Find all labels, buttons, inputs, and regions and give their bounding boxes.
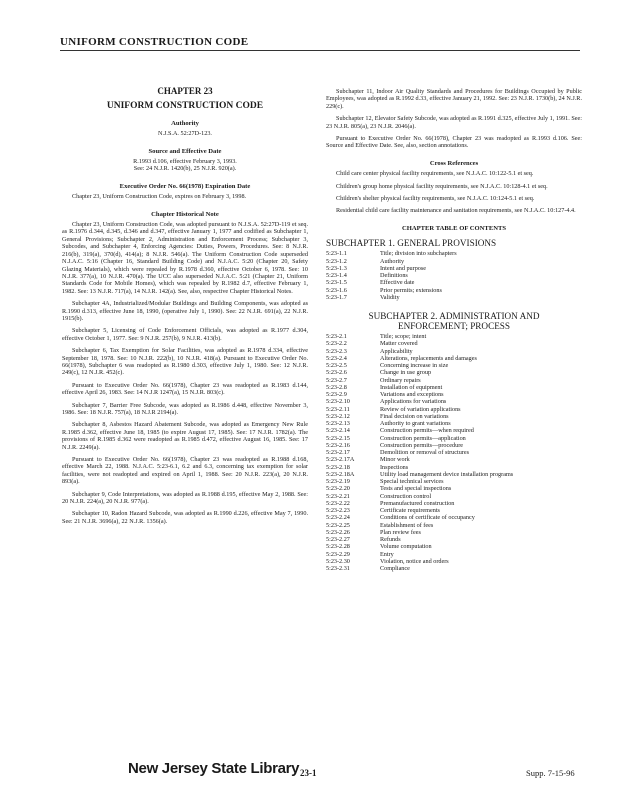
toc-section-number: 5:23-2.21 xyxy=(326,492,350,500)
toc-section-number: 5:23-2.17 xyxy=(326,449,350,457)
subchapter-2-heading xyxy=(326,311,582,331)
toc-section-title: Construction permits—when required xyxy=(380,427,474,435)
library-stamp: New Jersey State Library xyxy=(128,760,300,777)
paragraph: Subchapter 9, Code Interpretations, was adopted as R.1988 d.195, effective May 2, 1988. See: 20 N.J.R. 224(a), 20 N.J.R. 977(a). xyxy=(62,490,308,506)
paragraph: Residential child care facility maintenance and sanitation requirements, see N.J.A.C. 10:127-4.4. xyxy=(336,207,576,215)
toc-section-title: Establishment of fees xyxy=(380,521,434,529)
paragraph: Subchapter 10, Radon Hazard Subcode, was adopted as R.1990 d.226, effective May 7, 1990. See: 21 N.J.R. 3696(a), 22 N.J.R. 1356(a). xyxy=(62,510,308,525)
toc-section-title: Title; division into subchapters xyxy=(380,250,457,258)
toc-section-number: 5:23-2.26 xyxy=(326,528,350,536)
toc-section-number: 5:23-2.24 xyxy=(326,514,350,522)
toc-section-number: 5:23-2.14 xyxy=(326,427,350,435)
toc-section-title: Refunds xyxy=(380,536,401,544)
source-text: R.1993 d.106, effective February 3, 1993. xyxy=(133,158,237,166)
toc-section-title: Certificate requirements xyxy=(380,507,440,515)
toc-section-number: 5:23-2.8 xyxy=(326,383,347,391)
cross-ref-heading: Cross References xyxy=(429,159,479,167)
subchapter-1-heading: SUBCHAPTER 1. GENERAL PROVISIONS xyxy=(326,238,497,249)
toc-section-title: Demolition or removal of structures xyxy=(380,449,470,457)
paragraph: Children's shelter physical facility requirements, see N.J.A.C. 10:124-5.1 et seq. xyxy=(336,195,535,203)
subchapter-2-heading-line2: ENFORCEMENT; PROCESS xyxy=(397,321,511,332)
toc-section-title: Matter covered xyxy=(380,340,418,348)
toc-section-title: Prior permits; extensions xyxy=(380,286,442,294)
toc-section-number: 5:23-2.28 xyxy=(326,543,350,551)
toc-section-title: Installation of equipment xyxy=(380,383,443,391)
toc-section-title: Review of variation applications xyxy=(380,405,461,413)
toc-section-number: 5:23-2.4 xyxy=(326,354,347,362)
toc-section-number: 5:23-2.10 xyxy=(326,398,350,406)
historical-notes xyxy=(62,221,308,525)
toc-section-title: Conditions of certificate of occupancy xyxy=(380,514,475,522)
paragraph: Subchapter 5, Licensing of Code Enforcement Officials, was adopted as R.1977 d.304, effective October 1, 1977. See: 9 N.J.R. 257(b), 9 N.J.R. 413(b). xyxy=(62,327,308,342)
toc-section-title: Entry xyxy=(380,550,394,558)
toc-section-number: 5:23-1.1 xyxy=(326,250,347,258)
toc-section-title: Ordinary repairs xyxy=(380,376,421,384)
paragraph: Chapter 23, Uniform Construction Code, was adopted pursuant to N.J.S.A. 52:27D-119 et seq. as R.1976 d.344, d.345, d.346 and d.347, effective January 1, 1977 and codified as Subchapter 1, General Provisions; Subchapter 2, Administration and Enforcement Process; Subchapter 3, Subcodes, and Subchapter 4, Enforcing Agencies: Duties, Powers, Procedures. See: 8 N.J.R. 216(b), 319(a), 370(d), 414(a); 8 N.J.R. 546(a). The Uniform Construction Code superseded N.J.A.C. 5:16 (Chapter 16, Standard Building Code) and N.J.A.C. 5:20 (Chapter 20, Safety Glazing Materials), which were repealed by R.1978 d.360, effective October 6, 1978. See: 10 N.J.R. 377(a), 10 N.J.R. 470(a). The UCC also superseded N.J.A.C. 5:21 (Chapter 21, Uniform Standards Code for Mobile Homes), which was repealed by R.1982 d.7, effective February 1, 1982. See: 13 N.J.R. 717(a), 14 N.J.R. 142(a). See, also, respective Chapter Historical Notes. xyxy=(62,221,308,295)
toc-section-title: Construction permits—application xyxy=(380,434,466,442)
toc-section-number: 5:23-2.15 xyxy=(326,434,350,442)
toc-section-title: Violation, notice and orders xyxy=(380,557,449,565)
toc-section-title: Title; scope; intent xyxy=(380,333,427,341)
supplement-date: Supp. 7-15-96 xyxy=(526,768,575,778)
toc-section-number: 5:23-1.2 xyxy=(326,257,347,265)
exec-heading: Executive Order No. 66(1978) Expiration Date xyxy=(119,182,251,190)
chapter-number: CHAPTER 23 xyxy=(157,86,213,96)
paragraph: Subchapter 6, Tax Exemption for Solar Facilities, was adopted as R.1978 d.334, effective September 18, 1978. See: 10 N.J.R. 222(b), 10 N.J.R. 418(a). Pursuant to Executive Order No. 66(1978), Subchapter 6 was readopted as R.1980 d.303, effective July 1, 1980. See: 12 N.J.R. 249(c), 12 N.J.R. 452(c). xyxy=(62,347,308,377)
toc-section-title: Final decision on variations xyxy=(380,412,449,420)
authority-text: N.J.S.A. 52:27D-123. xyxy=(158,130,212,138)
toc-section-number: 5:23-2.16 xyxy=(326,441,350,449)
left-column xyxy=(62,88,308,530)
toc-section-number: 5:23-2.11 xyxy=(326,405,350,413)
toc-section-number: 5:23-2.3 xyxy=(326,347,347,355)
toc-section-title: Alterations, replacements and damages xyxy=(380,354,477,362)
paragraph: Children's group home physical facility requirements, see N.J.A.C. 10:128-4.1 et seq. xyxy=(336,182,548,190)
toc-section-number: 5:23-2.1 xyxy=(326,333,347,341)
toc-subchapter-1 xyxy=(326,250,582,301)
toc-section-number: 5:23-2.20 xyxy=(326,485,350,493)
toc-section-title: Premanufactured construction xyxy=(380,499,455,507)
toc-section-number: 5:23-1.6 xyxy=(326,286,347,294)
subchapter-2-heading-line1: SUBCHAPTER 2. ADMINISTRATION AND xyxy=(368,311,540,322)
toc-section-title: Utility load management device installation programs xyxy=(380,470,514,478)
toc-section-number: 5:23-2.29 xyxy=(326,550,350,558)
toc-section-title: Applicability xyxy=(380,347,413,355)
toc-section-title: Definitions xyxy=(380,272,408,280)
toc-section-title: Intent and purpose xyxy=(380,264,427,272)
paragraph: Subchapter 7, Barrier Free Subcode, was adopted as R.1986 d.448, effective November 3, 1986. See: 18 N.J.R. 757(a), 18 N.J.R 2194(a). xyxy=(62,401,308,416)
toc-section-number: 5:23-2.5 xyxy=(326,362,347,370)
right-column xyxy=(326,88,582,572)
toc-section-title: Tests and special inspections xyxy=(380,485,452,493)
toc-section-number: 5:23-2.22 xyxy=(326,499,350,507)
exec-text: Chapter 23, Uniform Construction Code, expires on February 3, 1998. xyxy=(72,193,247,201)
page-number: 23-1 xyxy=(300,768,317,778)
toc-section-title: Construction permits—procedure xyxy=(380,441,463,449)
toc-section-number: 5:23-1.3 xyxy=(326,264,347,272)
paragraph: Subchapter 8, Asbestos Hazard Abatement Subcode, was adopted as Emergency New Rule R.1985 d.362, effective June 18, 1985 (to expire August 17, 1985). See: 17 N.J.R. 1782(a). The provisions of R.1985 d.362 were readopted as R.1985 d.472, effective August 16, 1985. See: 17 N.J.R. 2249(a). xyxy=(62,421,308,451)
paragraph: Child care center physical facility requirements, see N.J.A.C. 10:122-5.1 et seq. xyxy=(336,170,534,178)
toc-section-number: 5:23-1.7 xyxy=(326,293,347,301)
toc-section-number: 5:23-2.25 xyxy=(326,521,350,529)
toc-section-number: 5:23-2.12 xyxy=(326,412,350,420)
cross-references xyxy=(326,170,582,215)
toc-section-title: Plan review fees xyxy=(380,528,421,536)
toc-section-title: Applications for variations xyxy=(380,398,447,406)
toc-section-number: 5:23-2.17A xyxy=(326,456,355,464)
toc-section-title: Compliance xyxy=(380,565,410,573)
authority-heading: Authority xyxy=(171,119,199,127)
toc-section-number: 5:23-2.18A xyxy=(326,470,355,478)
toc-section-number: 5:23-2.18 xyxy=(326,463,350,471)
toc-section-title: Authority to grant variations xyxy=(380,420,451,428)
source-text: See: 24 N.J.R. 1420(b), 25 N.J.R. 920(a). xyxy=(133,165,237,173)
paragraph: Pursuant to Executive Order No. 66(1978), Chapter 23 was readopted as R.1988 d.168, effective March 22, 1988. N.J.A.C. 5:23-6.1, 6.2 and 6.3, concerning tax exemption for solar facilities, were not readopted and expired on April 1, 1988. See: 20 N.J.R. 223(a), 20 N.J.R. 893(a). xyxy=(62,456,308,486)
toc-section-number: 5:23-2.30 xyxy=(326,557,350,565)
toc-section-title: Special technical services xyxy=(380,478,444,486)
paragraph: Pursuant to Executive Order No. 66(1978), Chapter 23 was readopted as R.1993 d.106. See: Source and Effective Date. See, also, section annotations. xyxy=(326,135,582,150)
toc-section-number: 5:23-1.4 xyxy=(326,272,347,280)
toc-section-title: Validity xyxy=(380,293,400,301)
paragraph: Subchapter 4A, Industrialized/Modular Buildings and Building Components, was adopted as R.1990 d.313, effective June 18, 1990, (operative July 1, 1990). See: 22 N.J.R. 691(a), 22 N.J.R. 1915(b). xyxy=(62,300,308,322)
toc-section-number: 5:23-2.13 xyxy=(326,420,350,428)
toc-section-number: 5:23-1.5 xyxy=(326,279,347,287)
historical-heading: Chapter Historical Note xyxy=(151,210,219,218)
historical-notes-cont xyxy=(326,88,582,150)
toc-section-number: 5:23-2.7 xyxy=(326,376,347,384)
running-header: UNIFORM CONSTRUCTION CODE xyxy=(60,36,580,51)
toc-section-number: 5:23-2.23 xyxy=(326,507,350,515)
toc-section-number: 5:23-2.2 xyxy=(326,340,347,348)
paragraph: Subchapter 11, Indoor Air Quality Standards and Procedures for Buildings Occupied by Public Employees, was adopted as R.1992 d.33, effective January 21, 1992. See: 23 N.J.R. 1730(b), 24 N.J.R. 229(c). xyxy=(326,88,582,110)
toc-section-title: Change in use group xyxy=(380,369,432,377)
toc-section-title: Authority xyxy=(380,257,405,265)
toc-section-number: 5:23-2.6 xyxy=(326,369,347,377)
toc-section-title: Construction control xyxy=(380,492,432,500)
paragraph: Subchapter 12, Elevator Safety Subcode, was adopted as R.1991 d.325, effective July 1, 1991. See: 23 N.J.R. 805(a), 23 N.J.R. 2046(a). xyxy=(326,115,582,130)
toc-section-number: 5:23-2.19 xyxy=(326,478,350,486)
toc-section-title: Effective date xyxy=(380,279,415,287)
toc-section-title: Concerning increase in size xyxy=(380,362,449,370)
toc-section-title: Minor work xyxy=(380,456,410,464)
toc-section-number: 5:23-2.27 xyxy=(326,536,350,544)
paragraph: Pursuant to Executive Order No. 66(1978), Chapter 23 was readopted as R.1983 d.144, effective April 26, 1983. See: 14 N.J.R 1247(a), 15 N.J.R. 803(c). xyxy=(62,381,308,397)
toc-section-number: 5:23-2.9 xyxy=(326,391,347,399)
source-heading: Source and Effective Date xyxy=(148,147,222,155)
toc-heading: CHAPTER TABLE OF CONTENTS xyxy=(401,224,507,232)
toc-subchapter-2 xyxy=(326,333,582,572)
toc-section-title: Volume computation xyxy=(380,543,432,551)
toc-section-number: 5:23-2.31 xyxy=(326,565,350,573)
chapter-title: UNIFORM CONSTRUCTION CODE xyxy=(106,101,264,112)
toc-section-title: Variations and exceptions xyxy=(380,391,444,399)
toc-section-title: Inspections xyxy=(380,463,409,471)
